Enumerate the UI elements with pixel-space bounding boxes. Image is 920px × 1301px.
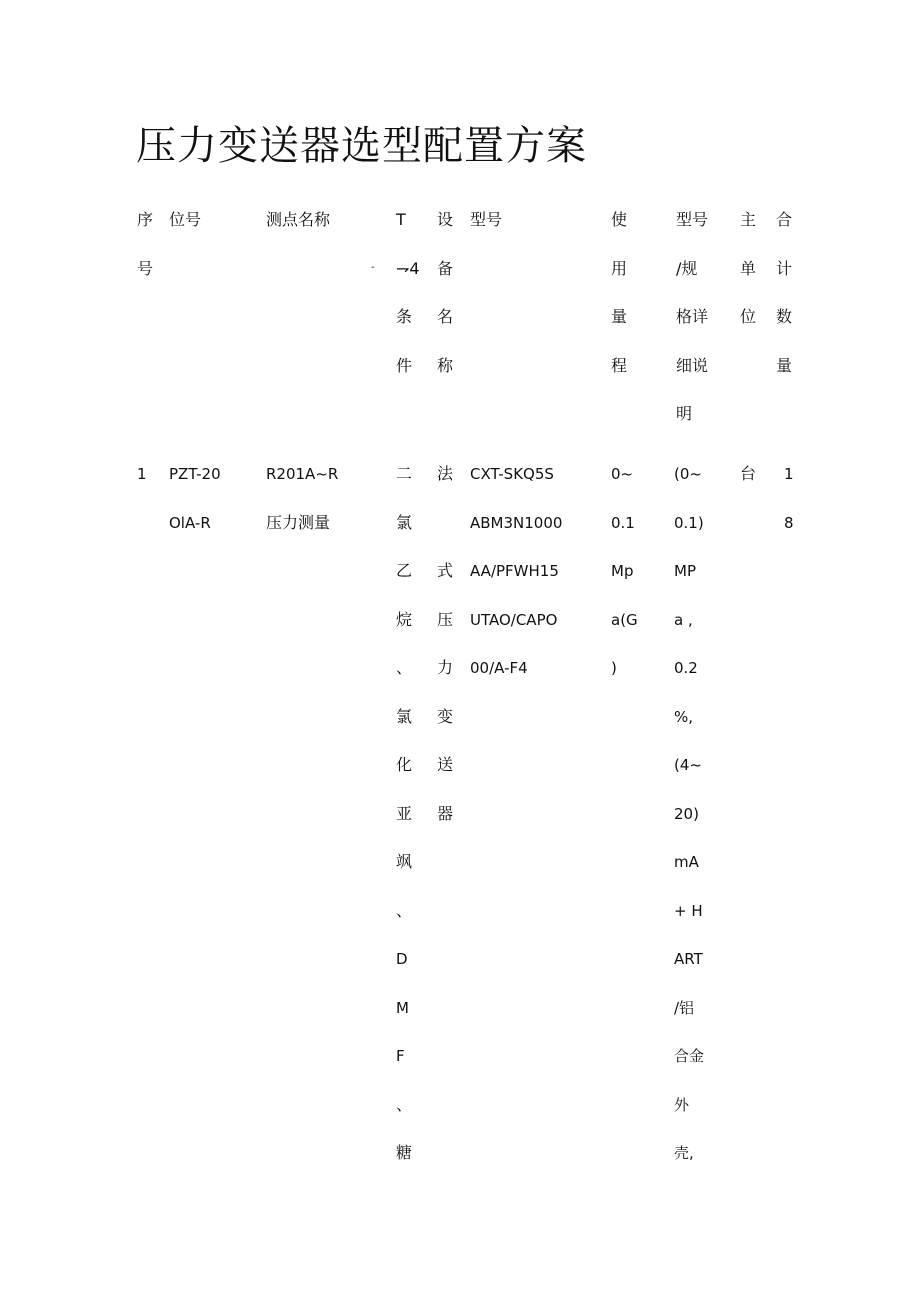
- row1-spec-line: 外: [674, 1095, 690, 1114]
- header-device-name-line: 备: [437, 258, 454, 278]
- header-conditions-line: 条: [396, 307, 413, 326]
- header-qty-line: 合: [776, 210, 793, 229]
- row1-model-line: ABM3N1000: [470, 513, 563, 532]
- row1-spec-line: 壳,: [674, 1144, 694, 1162]
- header-point-name-line: 测点名称: [266, 210, 331, 229]
- row1-conditions-line: 化: [396, 755, 413, 774]
- header-seq-line: 号: [137, 258, 154, 278]
- row1-spec-line: 0.1): [674, 513, 704, 532]
- row1-conditions-line: 亚: [396, 803, 413, 823]
- header-spec-line: 细说: [676, 355, 709, 375]
- row1-spec-line: MP: [674, 562, 696, 580]
- row1-device-name-line: 送: [437, 755, 454, 774]
- header-range-line: 程: [611, 355, 628, 375]
- row1-point-name-line: 压力测量: [266, 512, 331, 532]
- row1-conditions-line: F: [396, 1047, 405, 1065]
- row1-tag-line: OlA-R: [169, 513, 211, 532]
- row1-seq-line: 1: [137, 465, 147, 483]
- row1-model-line: UTAO/CAPO: [470, 610, 558, 629]
- header-unit: [740, 196, 756, 342]
- row1-spec-line: 合金: [674, 1047, 705, 1065]
- row1-device-name: [437, 450, 453, 838]
- row1-conditions-line: 、: [396, 658, 413, 677]
- row1-conditions-line: 乙: [396, 561, 413, 580]
- header-device-name-line: 设: [437, 210, 454, 229]
- row1-device-name-line: 压: [437, 609, 454, 629]
- row1-range-line: Mp: [611, 562, 634, 580]
- row1-spec-line: %,: [674, 707, 694, 726]
- header-qty-line: 计: [776, 258, 793, 278]
- row1-model-line: 00/A-F4: [470, 659, 528, 677]
- row1-conditions-line: 飒: [396, 852, 413, 871]
- header-range-line: 量: [611, 307, 628, 326]
- row1-spec-line: mA: [674, 853, 699, 871]
- row1-range: [611, 450, 638, 693]
- row1-conditions-line: 二: [396, 464, 413, 483]
- row1-spec-line: (4~: [674, 756, 702, 774]
- row1-spec-line: + H: [674, 901, 703, 920]
- row1-conditions-line: 、: [396, 900, 413, 920]
- row1-range-line: ): [611, 659, 617, 677]
- header-model: [470, 196, 502, 245]
- header-conditions-line: T: [396, 210, 406, 229]
- row1-spec: [674, 450, 704, 1178]
- row1-device-name-line: [437, 499, 453, 548]
- row1-spec-line: /铝: [674, 998, 695, 1017]
- row1-conditions-line: 氯: [396, 706, 413, 726]
- header-conditions-line: 件: [396, 355, 413, 375]
- row1-tag-line: PZT-20: [169, 465, 221, 483]
- row1-spec-line: 0.2: [674, 659, 698, 677]
- header-mark: -: [371, 262, 375, 273]
- header-device-name-line: 名: [437, 307, 454, 326]
- row1-device-name-line: 器: [437, 803, 454, 823]
- row1-conditions: [396, 450, 412, 1178]
- header-device-name: [437, 196, 453, 390]
- header-spec-line: 明: [676, 404, 693, 423]
- row1-device-name-line: 法: [437, 464, 454, 483]
- header-range: [611, 196, 627, 390]
- header-seq: [137, 196, 153, 293]
- header-spec-line: 型号: [676, 210, 709, 229]
- header-conditions-line: ⇁4: [396, 258, 420, 278]
- row1-qty-line: 8: [784, 513, 794, 532]
- row1-device-name-line: 力: [437, 658, 454, 677]
- header-spec: [676, 196, 708, 439]
- header-unit-line: 位: [740, 307, 757, 326]
- header-model-line: 型号: [470, 210, 503, 229]
- header-tag-line: 位号: [169, 210, 202, 229]
- row1-qty: [784, 450, 794, 547]
- row1-conditions-line: D: [396, 950, 408, 968]
- header-spec-line: 格详: [676, 307, 709, 326]
- row1-unit-line: 台: [740, 464, 757, 483]
- header-tag: [169, 196, 201, 245]
- row1-range-line: a(G: [611, 610, 638, 629]
- header-seq-line: 序: [137, 210, 154, 229]
- header-qty-line: 量: [776, 355, 793, 375]
- row1-spec-line: ART: [674, 950, 703, 968]
- header-spec-line: /规: [676, 258, 698, 278]
- row1-device-name-line: 变: [437, 706, 454, 726]
- row1-spec-line: 20): [674, 804, 699, 823]
- row1-range-line: 0~: [611, 465, 634, 483]
- header-qty-line: 数: [776, 307, 793, 326]
- row1-device-name-line: 式: [437, 561, 454, 580]
- header-point-name: [266, 196, 330, 245]
- row1-model-line: AA/PFWH15: [470, 562, 559, 580]
- row1-conditions-line: 、: [396, 1094, 413, 1114]
- row1-model-line: CXT-SKQ5S: [470, 465, 554, 483]
- document-title: 压力变送器选型配置方案: [136, 123, 587, 169]
- row1-qty-line: 1: [784, 465, 794, 483]
- header-qty: [776, 196, 792, 390]
- row1-range-line: 0.1: [611, 513, 635, 532]
- header-unit-line: 单: [740, 258, 757, 278]
- header-device-name-line: 称: [437, 355, 454, 375]
- row1-tag: [169, 450, 221, 547]
- row1-conditions-line: 糖: [396, 1143, 413, 1162]
- row1-conditions-line: 烷: [396, 609, 413, 629]
- row1-conditions-line: M: [396, 998, 409, 1017]
- row1-model: [470, 450, 562, 693]
- row1-seq: [137, 450, 147, 499]
- header-conditions: [396, 196, 420, 390]
- row1-point-name-line: R201A~R: [266, 465, 339, 483]
- row1-conditions-line: 氯: [396, 512, 413, 532]
- header-range-line: 用: [611, 258, 628, 278]
- row1-spec-line: a ,: [674, 610, 693, 629]
- header-range-line: 使: [611, 210, 628, 229]
- header-unit-line: 主: [740, 210, 757, 229]
- row1-point-name: [266, 450, 338, 547]
- row1-unit: [740, 450, 756, 499]
- row1-spec-line: (0~: [674, 465, 702, 483]
